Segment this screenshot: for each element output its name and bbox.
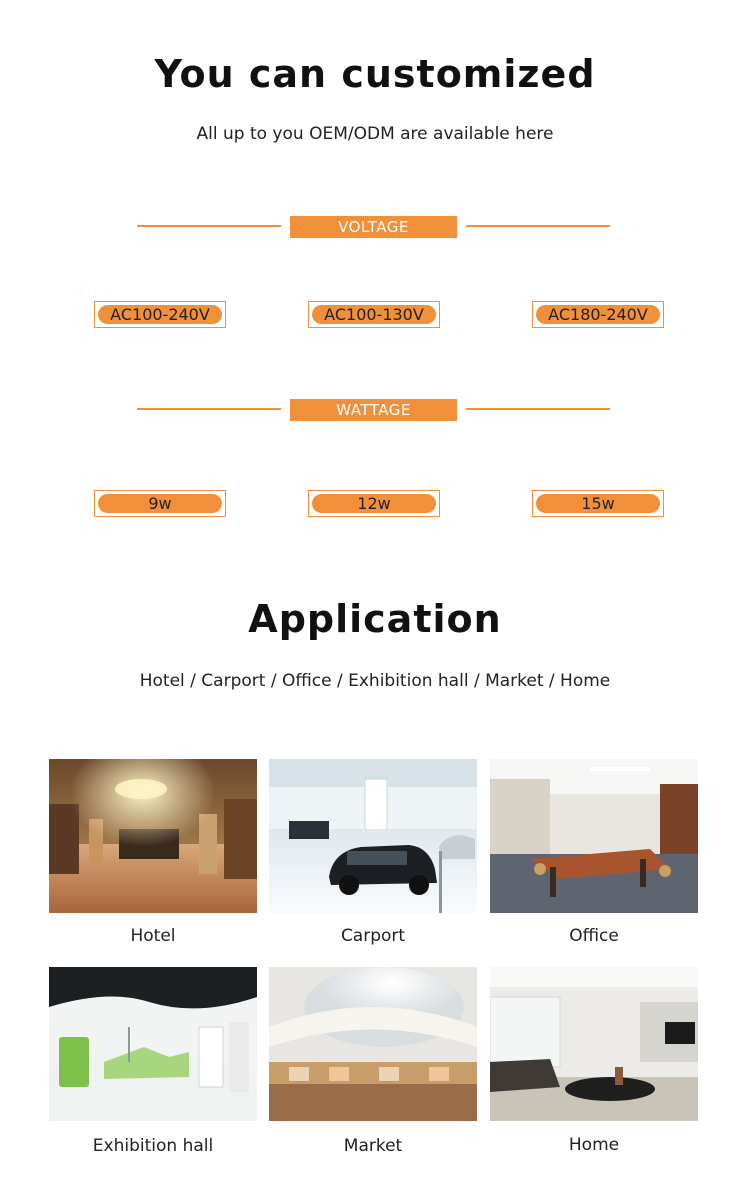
customize-subtitle: All up to you OEM/ODM are available here <box>196 124 554 144</box>
application-title: Application <box>248 597 502 641</box>
application-caption: Office <box>569 926 619 946</box>
voltage-option-label: AC100-240V <box>98 305 222 324</box>
wattage-option-label: 15w <box>536 494 660 513</box>
wattage-divider-left <box>137 408 281 410</box>
voltage-option-label: AC100-130V <box>312 305 436 324</box>
application-subtitle: Hotel / Carport / Office / Exhibition hall / Market / Home <box>139 671 611 691</box>
voltage-divider-right <box>466 225 610 227</box>
office-photo <box>490 759 698 913</box>
customize-title: You can customized <box>154 52 596 96</box>
exhibition-hall-photo <box>49 967 257 1121</box>
voltage-divider-left <box>137 225 281 227</box>
application-caption: Hotel <box>130 926 176 946</box>
voltage-label: VOLTAGE <box>290 216 457 238</box>
application-caption: Market <box>343 1136 403 1156</box>
carport-photo <box>269 759 477 913</box>
voltage-option[interactable] <box>308 301 440 328</box>
wattage-option[interactable] <box>532 490 664 517</box>
wattage-label: WATTAGE <box>290 399 457 421</box>
voltage-option-label: AC180-240V <box>536 305 660 324</box>
hotel-photo <box>49 759 257 913</box>
wattage-option[interactable] <box>94 490 226 517</box>
application-caption: Home <box>568 1135 620 1155</box>
voltage-option[interactable] <box>94 301 226 328</box>
wattage-option-label: 9w <box>98 494 222 513</box>
application-caption: Carport <box>340 926 406 946</box>
wattage-option-label: 12w <box>312 494 436 513</box>
application-caption: Exhibition hall <box>92 1136 214 1156</box>
home-photo <box>490 967 698 1121</box>
voltage-option[interactable] <box>532 301 664 328</box>
wattage-divider-right <box>466 408 610 410</box>
wattage-option[interactable] <box>308 490 440 517</box>
market-photo <box>269 967 477 1121</box>
